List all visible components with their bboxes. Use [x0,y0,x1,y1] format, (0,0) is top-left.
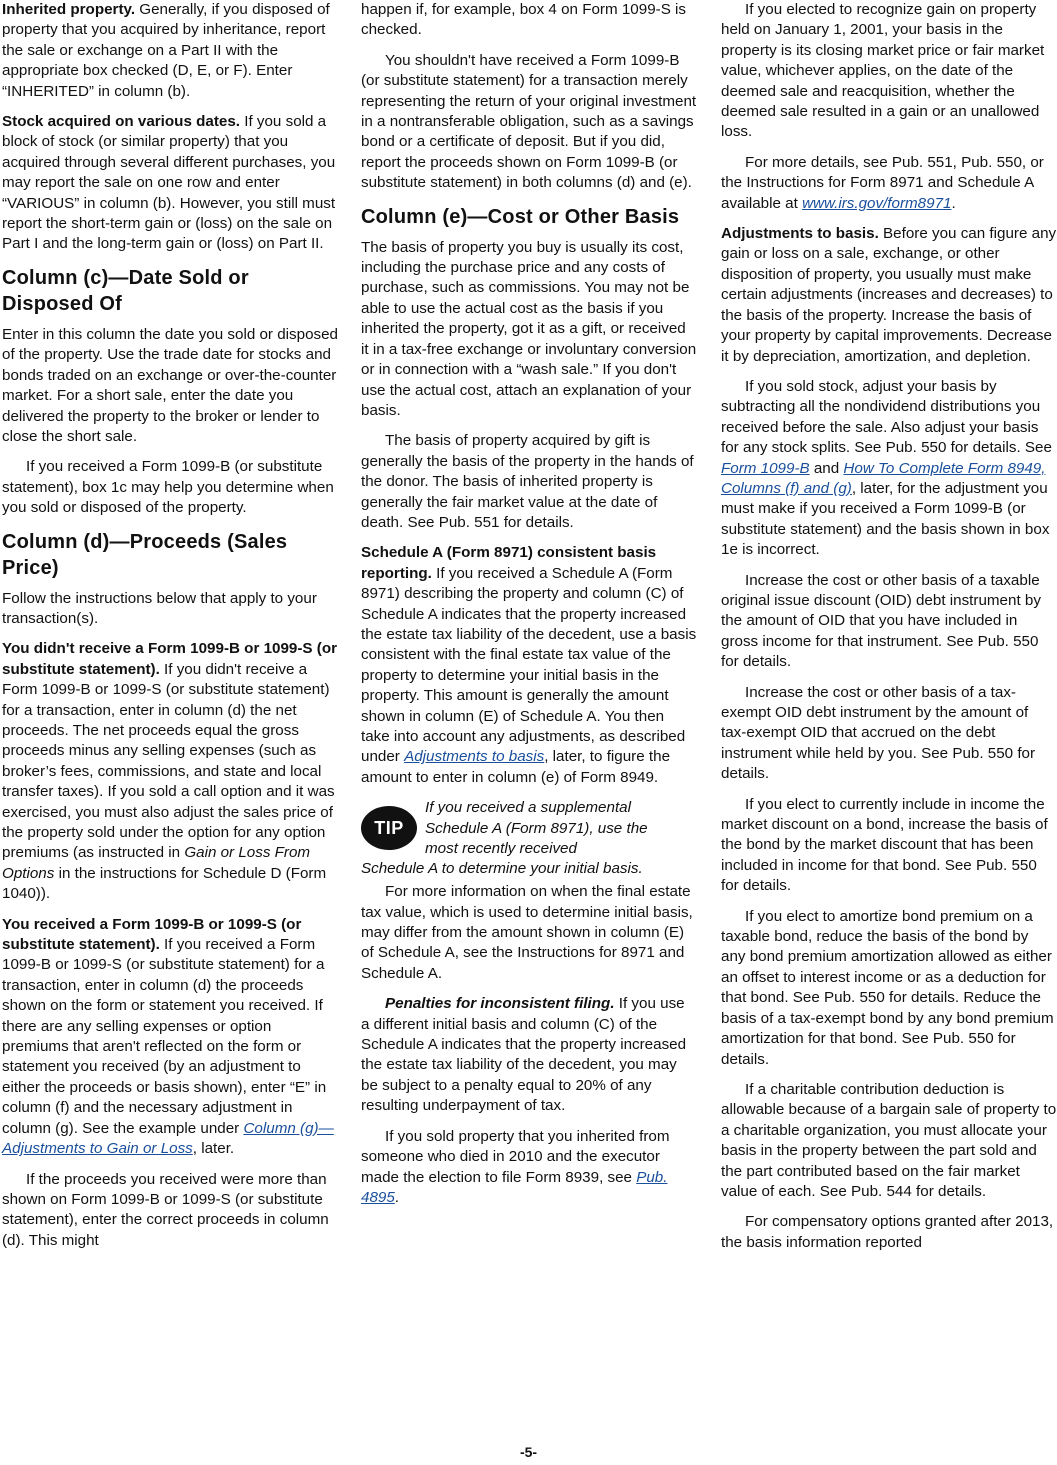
link-adjustments-to-basis[interactable]: Adjustments to basis [404,748,545,766]
paragraph: If you elect to currently include in income the market discount on a bond, increase the basis of the bond by the market discount that has been included in income for that bond. See Pub. 550 for details. [721,795,1048,895]
paragraph: If you received a Form 1099-B (or substitute statement), box 1c may help you determine when you sold or disposed of the property. [2,458,334,517]
paragraph: For more details, see Pub. 551, Pub. 550, or the Instructions for Form 8971 and Schedule A available at www.irs.gov/form8971. [721,153,1044,212]
paragraph-penalties: Penalties for inconsistent filing. If you use a different initial basis and column (C) of the Schedule A indicates that the property increased the estate tax liability of the decedent, you may be subject to a penalty equal to 20% of any resulting underpayment of tax. [361,995,687,1115]
paragraph-inherited-property: Inherited property. Generally, if you disposed of property that you acquired by inheritance, report the sale or exchange on a Part II with the appropriate box checked (D, E, or F). Enter “INHERITED” in column (b). [2,1,330,100]
link-irs-form8971[interactable]: www.irs.gov/form8971 [802,194,952,212]
paragraph: If the proceeds you received were more than shown on Form 1099-B or 1099-S (or substitute statement), enter the correct proceeds in column (d). This might [2,1170,329,1249]
paragraph: The basis of property you buy is usually its cost, including the purchase price and any costs of purchase, such as commissions. You may not be able to use the actual cost as the basis if you inherited the property, got it as a gift, or received it in a tax-free exchange or involuntary conversion or in connection with a “wash sale.” If you don't use the actual cost, attach an explanation of your basis. [361,238,697,419]
paragraph: Increase the cost or other basis of a taxable original issue discount (OID) debt instrument by the amount of OID that you have included in gross income for that instrument. See Pub. 550 for details. [721,571,1041,671]
paragraph: If a charitable contribution deduction is allowable because of a bargain sale of property to a charitable organization, you must allocate your basis in the property between the part sold and the part contributed based on the fair market value of each. See Pub. 544 for details. [721,1080,1057,1200]
paragraph-adjustments-to-basis: Adjustments to basis. Before you can figure any gain or loss on a sale, exchange, or other disposition of property, you usually must make certain adjustments (increases and decreases) to the basis of the property. Increase the basis of your property by capital improvements. Decrease it by depreciation, amortization, and depletion. [721,225,1057,365]
run-in-heading: Penalties for inconsistent filing. [385,995,615,1013]
paragraph-schedule-a-consistent: Schedule A (Form 8971) consistent basis reporting. If you received a Schedule A (Form 8971) describing the property and column (C) of Schedule A indicates that the property increased the estate tax liability of the decedent, use a basis consistent with the final estate tax value of the property to determine your initial basis in the property. This amount is generally the amount shown in column (E) of Schedule A. You then take into account any adjustments, as described under Adjustments to basis, later, to figure the amount to enter in column (e) of Form 8949. [361,544,697,786]
paragraph: For more information on when the final estate tax value, which is used to determine initial basis, may differ from the amount shown in column (E) of Schedule A, see the Instructions for 8971 and Schedule A. [361,883,693,982]
paragraph: If you sold stock, adjust your basis by subtracting all the nondividend distributions you received before the sale. Also adjust your basis for any stock splits. See Pub. 550 for details. See Form 1099-B and How To Complete Form 8949, Columns (f) and (g), later, for the adjustment you must make if you received a Form 1099-B (or substitute statement) and the basis shown in box 1e is incorrect. [721,377,1052,559]
section-heading-column-e: Column (e)—Cost or Other Basis [361,205,680,228]
paragraph-received-1099b: You received a Form 1099-B or 1099-S (or substitute statement). If you received a Form 1099-B or 1099-S (or substitute statement) for a transaction, enter in column (d) the proceeds shown on the form or statement you received. If there are any selling expenses or option premiums that aren't reflected on the form or statement you received (by an adjustment to either the proceeds or basis shown), enter “E” in column (f) and the necessary adjustment in column (g). See the example under Column (g)—Adjustments to Gain or Loss, later. [2,915,334,1158]
paragraph: For compensatory options granted after 2013, the basis information reported [721,1213,1054,1251]
column-right [721,0,1057,1263]
paragraph: Follow the instructions below that apply to your transaction(s). [2,589,317,627]
link-how-to-complete-8949[interactable]: How To Complete Form 8949, Columns (f) and (g) [721,459,1046,497]
link-form-1099b[interactable]: Form 1099-B [721,459,810,477]
column-middle [361,0,697,1218]
paragraph: Enter in this column the date you sold or disposed of the property. Use the trade date for stocks and bonds traded on an exchange or over-the-counter market. For a short sale, enter the date you delivered the property to the broker or lender to close the short sale. [2,325,339,445]
column-left [2,0,338,1261]
tip-box [361,798,697,878]
paragraph: If you elected to recognize gain on property held on January 1, 2001, your basis in the property is its closing market price or fair market value, whichever applies, on the date of the deemed sale and reacquisition, whether the deemed sale resulted in a gain or an unallowed loss. [721,1,1045,141]
page-number: -5- [519,1444,538,1460]
link-pub-4895[interactable]: Pub. 4895 [361,1168,668,1206]
run-in-heading: Stock acquired on various dates. [2,113,241,131]
paragraph: happen if, for example, box 4 on Form 1099-S is checked. [361,1,687,39]
paragraph: If you elect to amortize bond premium on a taxable bond, reduce the basis of the bond by any bond premium amortization allowed as either an offset to interest income or as a deduction for that bond. See Pub. 550 for details. Reduce the basis of a tax-exempt bond by any bond premium amortization for that bond. See Pub. 550 for details. [721,907,1054,1068]
paragraph: The basis of property acquired by gift is generally the basis of the property in the hands of the donor. The basis of inherited property is generally the fair market value at the date of death. See Pub. 551 for details. [361,432,694,531]
tip-icon: TIP [361,806,417,850]
paragraph: If you sold property that you inherited from someone who died in 2010 and the executor made the election to file Form 8939, see Pub. 4895. [361,1127,670,1206]
paragraph-stock-various-dates: Stock acquired on various dates. If you sold a block of stock (or similar property) that you acquired through several different purchases, you may report the sale on one row and enter “VARIOUS” in column (b). However, you still must report the short-term gain or (loss) on the sale on Part I and the long-term gain or (loss) on Part II. [2,113,336,253]
run-in-heading: You didn't receive a Form 1099-B or 1099-S (or substitute statement). [2,640,338,678]
run-in-heading: Schedule A (Form 8971) consistent basis reporting. [361,544,657,582]
run-in-heading: Adjustments to basis. [721,225,879,243]
paragraph-no-1099b: You didn't receive a Form 1099-B or 1099-S (or substitute statement). If you didn't receive a Form 1099-B or 1099-S (or substitute statement) for a transaction, enter in column (d) the net proceeds. The net proceeds equal the gross proceeds minus any selling expenses (such as broker’s fees, commissions, and state and local transfer taxes). If you sold a call option and it was exercised, you must also adjust the sales price of the property sold under the option for any option premiums (as instructed in Gain or Loss From Options in the instructions for Schedule D (Form 1040)). [2,640,338,903]
tip-text: If you received a supplemental Schedule A (Form 8971), use the most recently received Schedule A to determine your initial basis. [361,799,648,878]
section-heading-column-d: Column (d)—Proceeds (Sales Price) [2,530,288,579]
paragraph: You shouldn't have received a Form 1099-B (or substitute statement) for a transaction merely representing the return of your original investment in a nontransferable obligation, such as a savings bond or a certificate of deposit. But if you did, report the proceeds shown on Form 1099-B (or substitute statement) in both columns (d) and (e). [361,51,697,192]
run-in-heading: You received a Form 1099-B or 1099-S (or substitute statement). [2,915,302,954]
section-heading-column-c: Column (c)—Date Sold or Disposed Of [2,266,249,315]
run-in-heading: Inherited property. [2,1,136,18]
link-column-g[interactable]: Column (g)—Adjustments to Gain or Loss [2,1119,334,1158]
paragraph: Increase the cost or other basis of a tax-exempt OID debt instrument by the amount of tax-exempt OID that accrued on the debt instrument while held by you. See Pub. 550 for details. [721,683,1036,783]
